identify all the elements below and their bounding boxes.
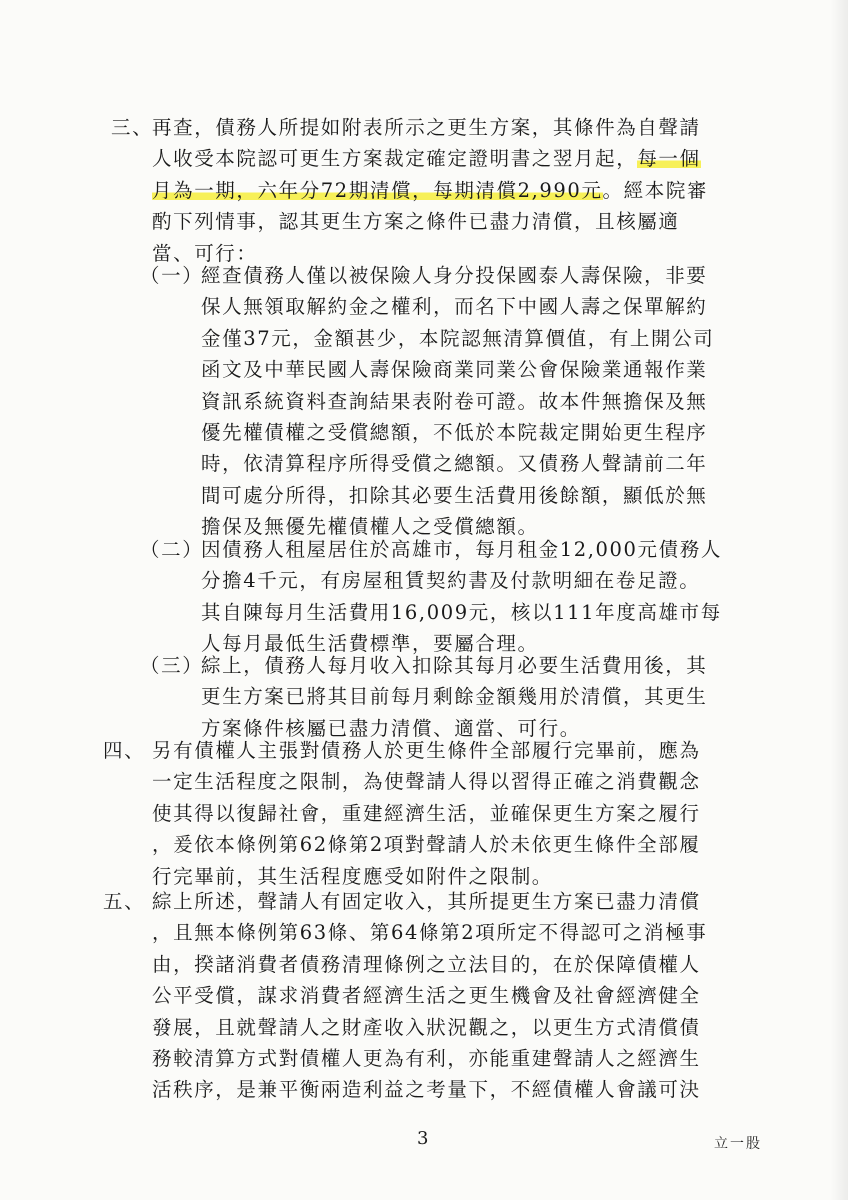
section-marker: 三、 (111, 116, 154, 139)
text-line (201, 448, 714, 479)
text-run: 。經本院審 (602, 178, 709, 202)
text-run: 人每月最低生活費標準，要屬合理。 (201, 632, 539, 656)
text-run: 其自陳每月生活費用16,009元，核以111年度高雄市每 (201, 600, 722, 624)
text-line (152, 1043, 707, 1074)
text-run: 綜上所述，聲請人有固定收入，其所提更生方案已盡力清償 (152, 890, 701, 913)
text-run: 保人無領取解約金之權利，而名下中國人壽之保單解約 (201, 295, 708, 319)
text-run: 使其得以復歸社會，重建經濟生活，並確保更生方案之履行 (152, 801, 701, 825)
text-line (152, 735, 701, 766)
text-line (152, 766, 701, 797)
text-run: 間可處分所得，扣除其必要生活費用後餘額，顯低於無 (201, 483, 708, 507)
text-line (152, 143, 708, 174)
text-run: 優先權債權之受償總額，不低於本院裁定開始更生程序 (201, 421, 708, 445)
text-line (201, 681, 707, 712)
section-marker: （一） (140, 264, 204, 287)
text-run: 一定生活程度之限制，為使聲請人得以習得正確之消費觀念 (152, 770, 701, 794)
highlighted-text: 月為一期，六年分72期清償，每期清償2,990元 (152, 178, 603, 202)
section-s5 (103, 886, 707, 1106)
text-run: 務較清算方式對債權人更為有利，亦能重建聲請人之經濟生 (152, 1047, 701, 1071)
text-line (152, 175, 708, 206)
text-line (201, 291, 714, 322)
text-line (201, 480, 714, 511)
text-run: 公平受償，謀求消費者經濟生活之更生機會及社會經濟健全 (152, 984, 701, 1008)
text-run: 行完畢前，其生活程度應受如附件之限制。 (152, 864, 553, 888)
text-line (152, 112, 708, 143)
text-line (201, 650, 707, 681)
text-line (152, 798, 701, 829)
text-line (201, 417, 714, 448)
text-run: 時，依清算程序所得受償之總額。又債務人聲請前二年 (201, 452, 708, 476)
text-line (201, 534, 722, 565)
text-line (152, 206, 708, 237)
text-run: 經查債務人僅以被保險人身分投保國泰人壽保險，非要 (201, 264, 708, 287)
text-run: 再查，債務人所提如附表所示之更生方案，其條件為自聲請 (152, 116, 701, 139)
text-line (152, 1074, 707, 1105)
text-run: ，爰依本條例第62條第2項對聲請人於未依更生條件全部履 (152, 833, 701, 857)
scan-edge (830, 0, 848, 1200)
text-run: 資訊系統資料查詢結果表附卷可證。故本件無擔保及無 (201, 389, 708, 413)
section-marker: （三） (140, 654, 204, 677)
section-s3-2 (140, 534, 722, 660)
text-line (201, 386, 714, 417)
text-line (152, 829, 701, 860)
section-marker: （二） (140, 538, 204, 561)
text-run: 因債務人租屋居住於高雄市，每月租金12,000元債務人 (201, 538, 722, 561)
section-s3 (111, 112, 708, 269)
text-run: 金僅37元，金額甚少，本院認無清算價值，有上開公司 (201, 326, 715, 350)
text-run: 另有債權人主張對債務人於更生條件全部履行完畢前，應為 (152, 739, 701, 762)
text-run: 方案條件核屬已盡力清償、適當、可行。 (201, 716, 581, 740)
highlighted-text: 每一個 (637, 147, 701, 171)
text-line (201, 260, 714, 291)
text-run: 分擔4千元，有房屋租賃契約書及付款明細在卷足證。 (201, 569, 701, 593)
section-marker: 四、 (103, 739, 146, 762)
text-run: 擔保及無優先權債權人之受償總額。 (201, 515, 539, 539)
text-run: 更生方案已將其目前每月剩餘金額幾用於清償，其更生 (201, 685, 708, 709)
text-run: 活秩序，是兼平衡兩造利益之考量下，不經債權人會議可決 (152, 1078, 701, 1102)
page-number: 3 (417, 1128, 429, 1149)
text-line (152, 980, 707, 1011)
text-line (201, 565, 722, 596)
text-run: 綜上，債務人每月收入扣除其每月必要生活費用後，其 (201, 654, 708, 677)
text-line (201, 354, 714, 385)
section-marker: 五、 (103, 890, 146, 913)
text-run: ，且無本條例第63條、第64條第2項所定不得認可之消極事 (152, 921, 708, 945)
text-run: 當、可行： (152, 241, 258, 265)
section-s3-3 (140, 650, 707, 744)
court-unit-label: 立一股 (714, 1136, 762, 1152)
text-line (152, 1012, 707, 1043)
text-line (152, 949, 707, 980)
text-line (152, 886, 707, 917)
text-run: 函文及中華民國人壽保險商業同業公會保險業通報作業 (201, 358, 708, 382)
text-run: 發展，且就聲請人之財產收入狀況觀之，以更生方式清償債 (152, 1015, 701, 1039)
text-run: 人收受本院認可更生方案裁定確定證明書之翌月起， (152, 147, 638, 171)
text-line (201, 323, 714, 354)
section-s3-1 (140, 260, 714, 543)
text-run: 由，揆諸消費者債務清理條例之立法目的，在於保障債權人 (152, 952, 701, 976)
section-s4 (103, 735, 701, 892)
text-line (152, 917, 707, 948)
text-line (201, 597, 722, 628)
text-run: 酌下列情事，認其更生方案之條件已盡力清償，且核屬適 (152, 210, 680, 234)
